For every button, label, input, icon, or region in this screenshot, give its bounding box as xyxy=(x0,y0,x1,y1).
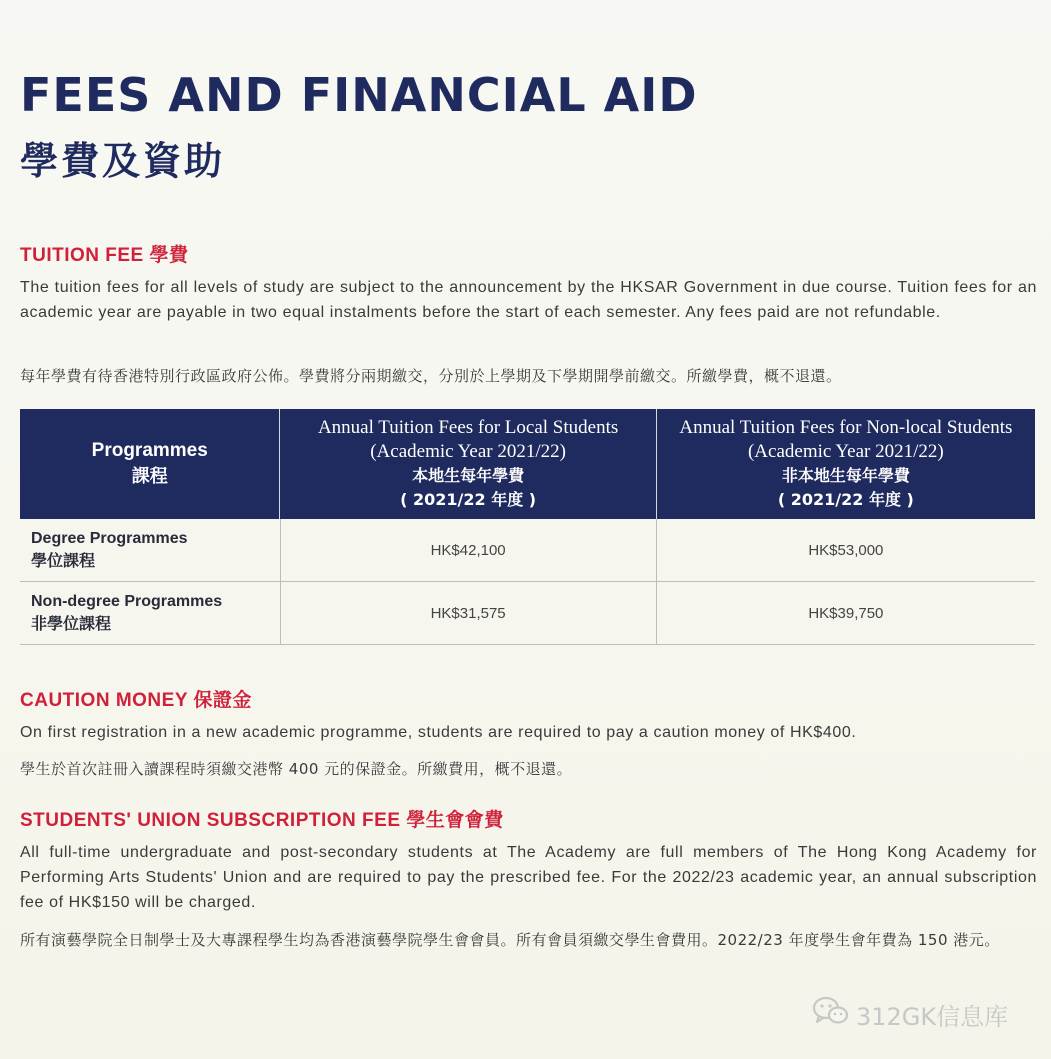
nonlocal-fee-cell: HK$53,000 xyxy=(808,541,884,559)
header-local-fees xyxy=(280,409,656,519)
caution-money-paragraph-chinese: 學生於首次註冊入讀課程時須繳交港幣 400 元的保證金。所繳費用，概不退還。 xyxy=(20,760,573,778)
programme-cell xyxy=(20,582,281,644)
nonlocal-fee-cell: HK$39,750 xyxy=(808,604,884,622)
header-nonlocal-line2: (Academic Year 2021/22) xyxy=(747,441,944,462)
header-local-line2: (Academic Year 2021/22) xyxy=(370,441,566,462)
header-nonlocal-line1: Annual Tuition Fees for Non-local Students xyxy=(679,417,1013,438)
header-nonlocal-line3: 非本地生每年學費 xyxy=(781,466,910,485)
header-programmes xyxy=(20,409,280,519)
local-fee-cell: HK$42,100 xyxy=(281,519,657,581)
programme-name-chinese: 學位課程 xyxy=(31,553,96,570)
tuition-fee-paragraph: The tuition fees for all levels of study are subject to the announcement by the HKSAR Government in due course. Tuition fees for an academic year are payable in two equal instalments before the start of each semester. Any fees paid are not refundable. xyxy=(20,279,1037,321)
watermark-text: 312GK信息库 xyxy=(856,1002,1009,1031)
students-union-heading: STUDENTS' UNION SUBSCRIPTION FEE 學生會會費 xyxy=(20,810,504,831)
header-programmes-label: Programmes xyxy=(91,440,208,461)
programme-cell xyxy=(20,519,281,581)
header-nonlocal-fees xyxy=(657,409,1035,519)
header-programmes-label-chinese: 課程 xyxy=(131,466,168,487)
header-local-line3: 本地生每年學費 xyxy=(412,466,525,485)
local-fee-cell: HK$31,575 xyxy=(281,582,657,644)
header-local-line1: Annual Tuition Fees for Local Students xyxy=(317,417,619,438)
header-local-line4: ( 2021/22 年度 ) xyxy=(400,490,537,509)
table-row xyxy=(20,582,1035,645)
caution-money-paragraph: On first registration in a new academic programme, students are required to pay a caution money of HK$400. xyxy=(20,724,857,741)
tuition-fee-heading: TUITION FEE 學費 xyxy=(20,245,189,266)
programme-name-chinese: 非學位課程 xyxy=(31,616,112,633)
tuition-fee-paragraph-chinese: 每年學費有待香港特別行政區政府公佈。學費將分兩期繳交，分別於上學期及下學期開學前繳交。所繳學費，概不退還。 xyxy=(20,367,842,385)
programme-name: Non-degree Programmes xyxy=(31,593,223,610)
table-row xyxy=(20,519,1035,582)
students-union-paragraph-chinese: 所有演藝學院全日制學士及大專課程學生均為香港演藝學院學生會會員。所有會員須繳交學生會費用。2022/23 年度學生會年費為 150 港元。 xyxy=(20,931,1000,949)
table-header-row xyxy=(20,409,1035,519)
tuition-fee-table xyxy=(20,409,1035,645)
programme-name: Degree Programmes xyxy=(31,530,188,547)
watermark xyxy=(812,995,1008,1033)
page-title: FEES AND FINANCIAL AID xyxy=(20,68,698,122)
header-nonlocal-line4: ( 2021/22 年度 ) xyxy=(777,490,914,509)
caution-money-heading: CAUTION MONEY 保證金 xyxy=(20,690,252,711)
page-title-chinese: 學費及資助 xyxy=(20,139,226,183)
wechat-icon xyxy=(812,995,850,1033)
students-union-paragraph: All full-time undergraduate and post-secondary students at The Academy are full members of The Hong Kong Academy for Performing Arts Students' Union and are required to pay the prescribed fee. For the 2022/23 academic year, an annual subscription fee of HK$150 will be charged. xyxy=(20,844,1037,911)
